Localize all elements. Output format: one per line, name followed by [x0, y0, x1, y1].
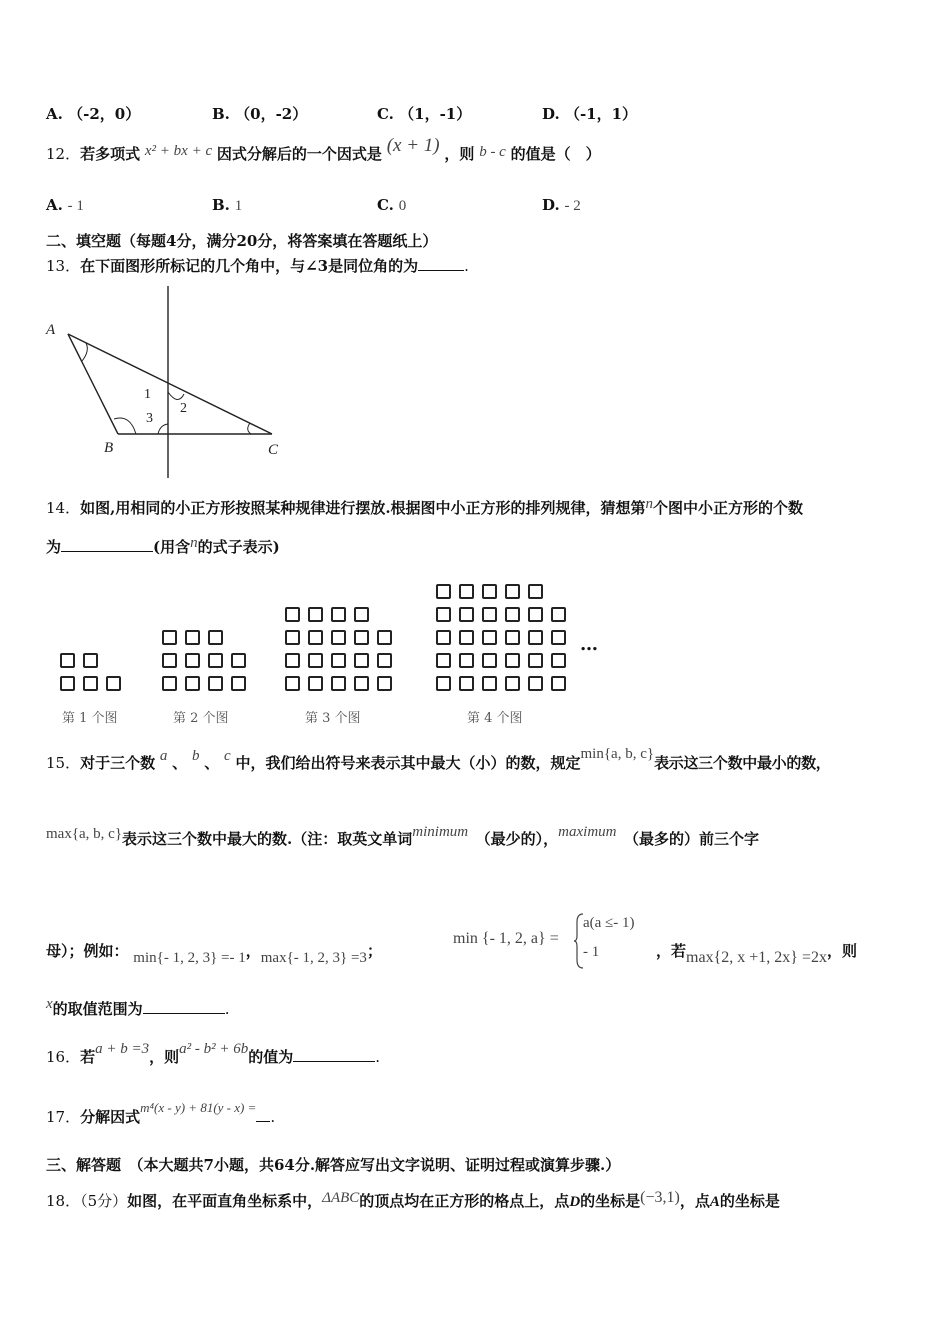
angle-1-label: 1: [144, 387, 151, 402]
small-square: [83, 676, 98, 691]
small-square: [285, 676, 300, 691]
small-square: [482, 630, 497, 645]
small-square: [185, 676, 200, 691]
q11-option-b: B. （0，-2）: [212, 105, 308, 123]
small-square: [436, 676, 451, 691]
q12-poly: x² + bx + c: [144, 143, 213, 159]
small-square: [60, 653, 75, 668]
small-square: [551, 653, 566, 668]
small-square: [482, 607, 497, 622]
small-square: [482, 653, 497, 668]
small-square: [285, 607, 300, 622]
small-square: [354, 607, 369, 622]
q15-example3-lhs: min {- 1, 2, a} =: [453, 930, 559, 947]
small-square: [528, 607, 543, 622]
small-square: [459, 630, 474, 645]
q14-stem-line2: 为 (用含n的式子表示): [46, 535, 280, 556]
angle-2-label: 2: [180, 401, 187, 416]
q12-option-a: A. - 1: [46, 196, 84, 214]
small-square: [528, 630, 543, 645]
small-square: [551, 607, 566, 622]
q18-stem: 18．（5分）如图，在平面直角坐标系中，ΔABC的顶点均在正方形的格点上，点D的坐标是(−3,1)，点A的坐标是: [46, 1189, 780, 1210]
q15-stem-line1: 15．对于三个数 a 、 b 、 c 中，我们给出符号来表示其中最大（小）的数，规定min{a, b, c}表示这三个数中最小的数，: [46, 746, 831, 772]
small-square: [528, 653, 543, 668]
small-square: [208, 676, 223, 691]
section-3-title: 三、解答题 （本大题共7小题，共64分.解答应写出文字说明、证明过程或演算步骤.）: [46, 1156, 621, 1174]
small-square: [377, 676, 392, 691]
q14-caption-3: 第 3 个图: [305, 711, 361, 726]
small-square: [354, 630, 369, 645]
small-square: [377, 630, 392, 645]
q12-option-c: C. 0: [377, 196, 407, 214]
small-square: [528, 584, 543, 599]
q12-option-d: D. - 2: [542, 196, 581, 214]
small-square: [231, 653, 246, 668]
small-square: [331, 676, 346, 691]
q15-case-1: a(a ≤- 1): [583, 915, 635, 931]
q15-stem-line3: 母）；例如： min{- 1, 2, 3} =- 1，max{- 1, 2, 3} =3；: [46, 942, 382, 966]
small-square: [551, 676, 566, 691]
small-square: [436, 607, 451, 622]
small-square: [331, 630, 346, 645]
q12-expr: b - c: [479, 144, 506, 160]
small-square: [231, 676, 246, 691]
angle-3-label: 3: [146, 411, 153, 426]
q11-option-a: A. （-2，0）: [46, 105, 141, 123]
small-square: [285, 653, 300, 668]
small-square: [377, 653, 392, 668]
small-square: [185, 630, 200, 645]
q14-stem-line1: 14．如图,用相同的小正方形按照某种规律进行摆放.根据图中小正方形的排列规律，猜想第n个图中小正方形的个数: [46, 496, 804, 517]
q11-option-d: D. （-1，1）: [542, 105, 638, 123]
small-square: [505, 584, 520, 599]
small-square: [208, 630, 223, 645]
q17-stem: 17．分解因式m⁴(x - y) + 81(y - x) =.: [46, 1100, 276, 1126]
vertex-b-label: B: [104, 440, 114, 456]
q13-stem: 13．在下面图形所标记的几个角中，与∠3是同位角的为 .: [46, 257, 469, 275]
q12-stem: 12．若多项式 x² + bx + c 因式分解后的一个因式是 (x + 1) ，则 b - c 的值是（ ）: [46, 135, 601, 163]
small-square: [551, 630, 566, 645]
small-square: [505, 630, 520, 645]
section-2-title: 二、填空题（每题4分，满分20分，将答案填在答题纸上）: [46, 232, 438, 250]
small-square: [482, 676, 497, 691]
small-square: [60, 676, 75, 691]
q15-stem-line2: max{a, b, c}表示这三个数中最大的数.（注：取英文单词minimum （最少的），maximum （最多的）前三个字: [46, 824, 760, 848]
q15-question: x的取值范围为 .: [46, 996, 230, 1018]
small-square: [162, 653, 177, 668]
small-square: [505, 676, 520, 691]
small-square: [505, 607, 520, 622]
small-square: [106, 676, 121, 691]
q13-triangle-figure: [40, 282, 300, 482]
small-square: [459, 676, 474, 691]
q14-caption-2: 第 2 个图: [173, 711, 229, 726]
small-square: [83, 653, 98, 668]
q14-caption-4: 第 4 个图: [467, 711, 523, 726]
q14-caption-1: 第 1 个图: [62, 711, 118, 726]
small-square: [308, 630, 323, 645]
vertex-c-label: C: [268, 442, 279, 458]
small-square: [505, 653, 520, 668]
small-square: [436, 584, 451, 599]
small-square: [436, 630, 451, 645]
q11-option-c: C. （1，-1）: [377, 105, 472, 123]
small-square: [354, 653, 369, 668]
small-square: [331, 607, 346, 622]
small-square: [331, 653, 346, 668]
small-square: [308, 676, 323, 691]
q12-factor: (x + 1): [386, 135, 440, 156]
small-square: [436, 653, 451, 668]
small-square: [185, 653, 200, 668]
small-square: [528, 676, 543, 691]
small-square: [459, 653, 474, 668]
small-square: [482, 584, 497, 599]
q12-option-b: B. 1: [212, 196, 243, 214]
q15-condition: ，若max{2, x +1, 2x} =2x，则: [656, 942, 857, 966]
small-square: [308, 607, 323, 622]
q15-case-2: - 1: [583, 944, 600, 960]
q16-stem: 16．若a + b =3，则a² - b² + 6b的值为 .: [46, 1041, 381, 1066]
small-square: [459, 584, 474, 599]
small-square: [354, 676, 369, 691]
small-square: [308, 653, 323, 668]
vertex-a-label: A: [46, 322, 56, 338]
small-square: [459, 607, 474, 622]
small-square: [162, 630, 177, 645]
small-square: [162, 676, 177, 691]
small-square: [208, 653, 223, 668]
small-square: [285, 630, 300, 645]
q14-ellipsis: …: [580, 634, 598, 655]
